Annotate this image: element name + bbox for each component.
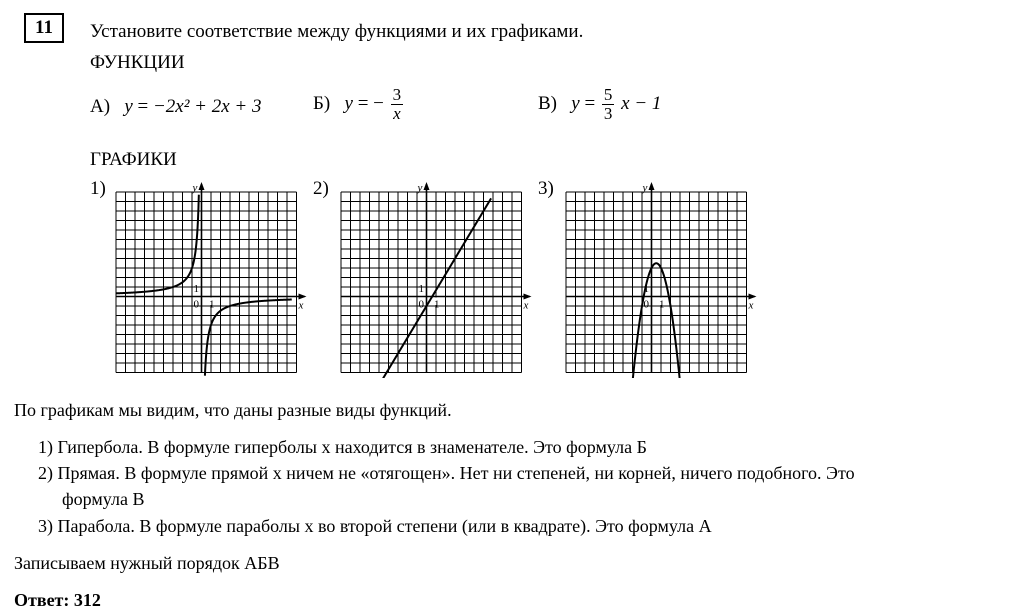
x-unit-label: 1 bbox=[659, 298, 665, 311]
solution-item-2-continuation: формула В bbox=[62, 489, 145, 509]
function-eq: = bbox=[137, 96, 149, 117]
fraction-denominator: x bbox=[393, 104, 401, 123]
label-bg bbox=[203, 279, 211, 287]
item-text: Парабола. В формуле параболы х во второй степени (или в квадрате). Это формула А bbox=[57, 516, 712, 536]
y-axis-arrow bbox=[199, 182, 205, 190]
y-unit-label: 1 bbox=[418, 283, 424, 295]
item-number: 2) bbox=[38, 463, 53, 483]
fraction-numerator: 5 bbox=[603, 85, 613, 104]
x-axis-label: x bbox=[298, 299, 304, 312]
x-axis-label: x bbox=[748, 299, 754, 312]
function-label: В) bbox=[538, 92, 557, 114]
x-unit-label: 1 bbox=[434, 298, 440, 311]
y-axis-arrow bbox=[424, 182, 430, 190]
origin-label: 0 bbox=[193, 298, 199, 311]
function-rhs: −2x² + 2x + 3 bbox=[152, 96, 262, 117]
y-unit-label: 1 bbox=[643, 283, 649, 295]
function-lhs: y bbox=[571, 92, 580, 114]
answer: Ответ: 312 bbox=[14, 590, 101, 610]
function-label: Б) bbox=[313, 92, 331, 114]
solution-item-2 bbox=[38, 460, 855, 486]
fraction-denominator: 3 bbox=[603, 104, 613, 123]
function-b bbox=[313, 86, 405, 123]
functions-heading: ФУНКЦИИ bbox=[90, 52, 185, 73]
fraction bbox=[391, 86, 404, 123]
function-lhs: y bbox=[344, 92, 353, 114]
origin-label: 0 bbox=[418, 298, 424, 311]
x-unit-label: 1 bbox=[209, 298, 215, 311]
label-bg bbox=[653, 279, 661, 287]
origin-label: 0 bbox=[643, 298, 649, 311]
solution-item-3 bbox=[38, 513, 712, 539]
task-number-box: 11 bbox=[24, 13, 64, 43]
item-number: 3) bbox=[38, 516, 53, 536]
label-bg bbox=[428, 279, 436, 287]
function-eq: = − bbox=[357, 92, 384, 114]
graph-1-hyperbola bbox=[108, 178, 318, 378]
y-unit-label: 1 bbox=[193, 283, 199, 295]
y-axis-arrow bbox=[649, 182, 655, 190]
item-text: Гипербола. В формуле гиперболы х находится в знаменателе. Это формула Б bbox=[57, 437, 647, 457]
fraction-numerator: 3 bbox=[392, 85, 402, 104]
function-label: А) bbox=[90, 96, 111, 117]
graph-2-line bbox=[333, 178, 543, 378]
function-v bbox=[538, 86, 661, 123]
order-text: Записываем нужный порядок АБВ bbox=[14, 553, 280, 573]
solution-intro: По графикам мы видим, что даны разные виды функций. bbox=[14, 400, 452, 420]
function-a bbox=[90, 96, 262, 118]
task-prompt: Установите соответствие между функциями и их графиками. bbox=[90, 21, 584, 42]
graph-1-label: 1) bbox=[90, 178, 106, 199]
graph-3-parabola bbox=[558, 178, 768, 378]
graphs-heading: ГРАФИКИ bbox=[90, 149, 177, 170]
hyperbola-left-branch bbox=[116, 195, 199, 294]
fraction bbox=[602, 86, 615, 123]
graph-3-label: 3) bbox=[538, 178, 554, 199]
y-axis-label: y bbox=[417, 182, 423, 194]
function-eq: = bbox=[584, 92, 596, 114]
y-axis-label: y bbox=[642, 182, 648, 194]
y-axis-label: y bbox=[192, 182, 198, 194]
hyperbola-right-branch bbox=[205, 300, 292, 376]
graph-2-label: 2) bbox=[313, 178, 329, 199]
solution-item-1 bbox=[38, 434, 647, 460]
function-lhs: y bbox=[124, 96, 133, 117]
item-number: 1) bbox=[38, 437, 53, 457]
function-tail: x − 1 bbox=[621, 92, 662, 114]
item-text: Прямая. В формуле прямой х ничем не «отягощен». Нет ни степеней, ни корней, ничего подобного. Это bbox=[57, 463, 855, 483]
x-axis-label: x bbox=[523, 299, 529, 312]
